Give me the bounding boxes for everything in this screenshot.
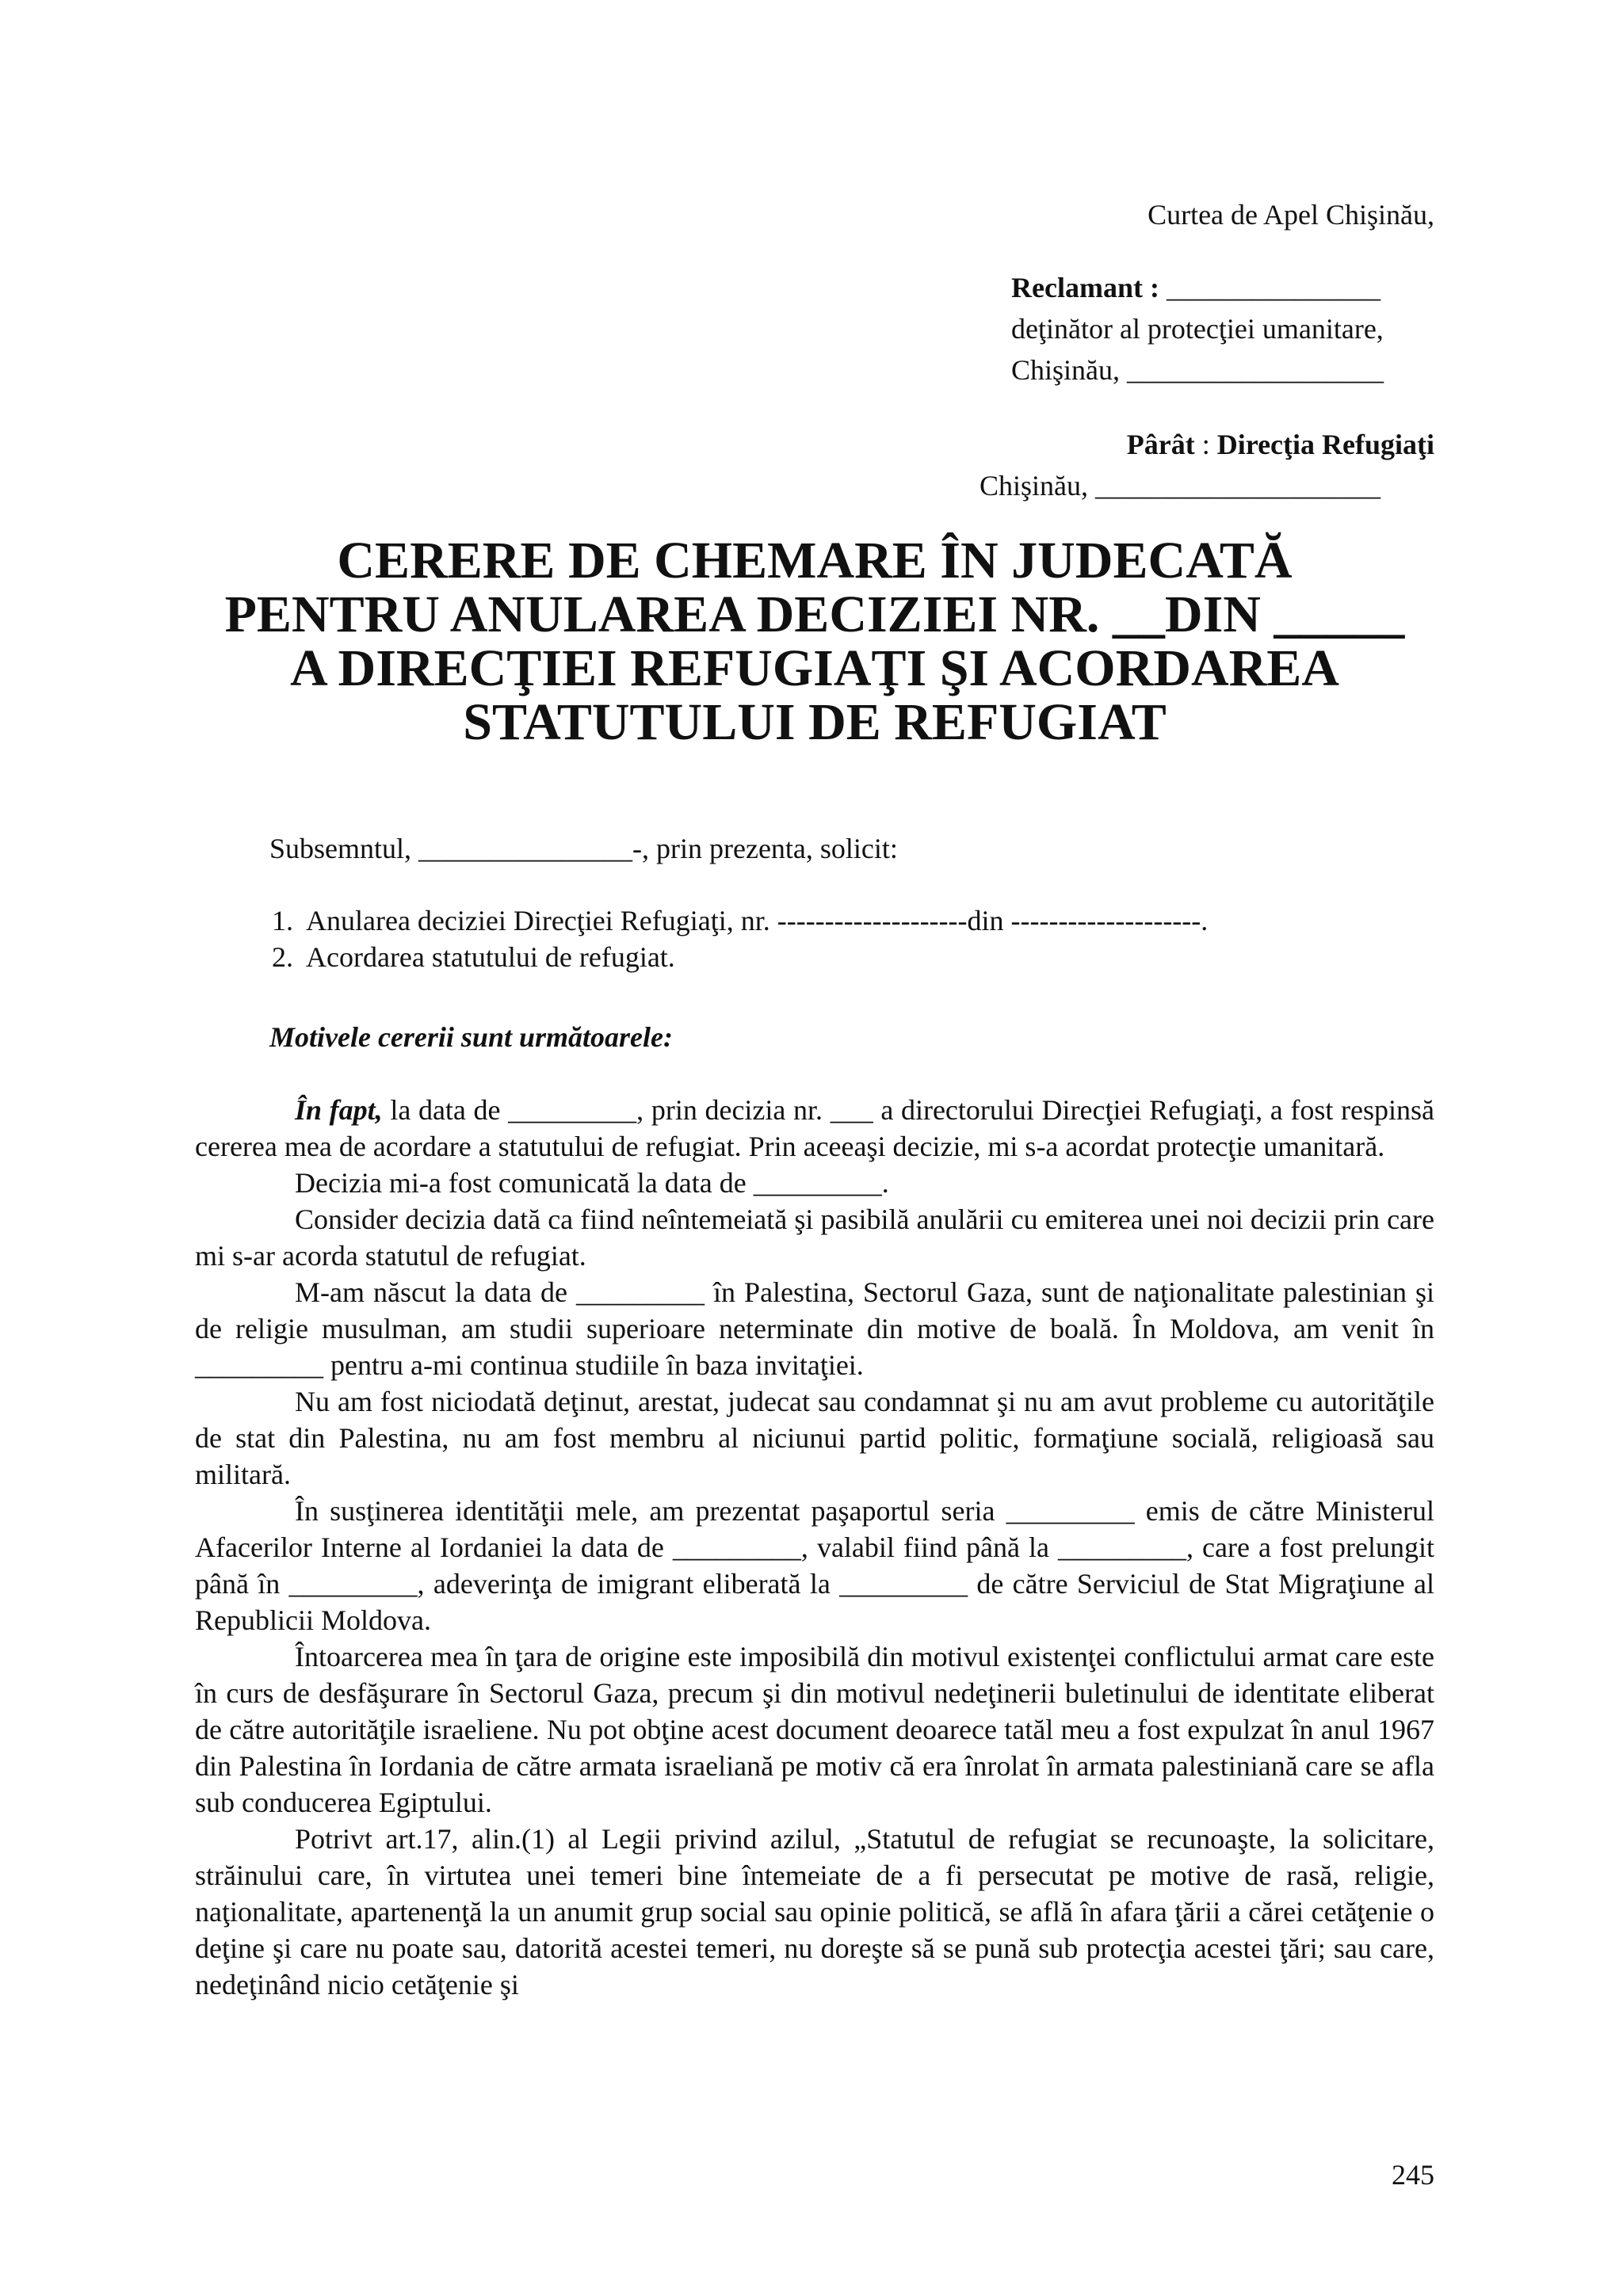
plaintiff-blank: _______________: [1166, 272, 1381, 303]
defendant-line: [1127, 426, 1434, 463]
paragraph: M-am născut la data de _________ în Palestina, Sectorul Gaza, sunt de naţionalitate palestinian şi de religie musulman, am studii superioare neterminate din motive de boală. În Moldova, am venit în _________ pentru a-mi continua studiile în baza invitaţiei.: [195, 1276, 1434, 1381]
paragraph-text: la data de _________, prin decizia nr. ___ a directorului Direcţiei Refugiaţi, a fost respinsă cererea mea de acordare a statutului de refugiat. Prin aceeaşi decizie, mi s-a acordat protecţie umanitară.: [195, 1094, 1434, 1162]
defendant-city: Chişinău,: [980, 470, 1089, 502]
plaintiff-line: [1011, 269, 1381, 306]
list-item: [238, 902, 1208, 939]
paragraph: În susţinerea identităţii mele, am prezentat paşaportul seria _________ emis de către Ministerul Afacerilor Interne al Iordaniei la data de _________, valabil fiind până la _________, care a fost prelungit până în _________, adeverinţa de imigrant eliberată la _________ de către Serviciul de Stat Migraţiune al Republicii Moldova.: [195, 1495, 1434, 1636]
title-line-4: STATUTULUI DE REFUGIAT: [463, 693, 1167, 751]
document-title: [195, 534, 1434, 749]
defendant-separator: :: [1201, 429, 1210, 460]
request-list: [238, 902, 1208, 975]
intro-line: Subsemntul, _______________-, prin prezenta, solicit:: [269, 833, 898, 864]
list-item-number: 1.: [272, 905, 293, 936]
defendant-city-line: [980, 467, 1381, 504]
defendant-label: Pârât: [1126, 429, 1195, 460]
plaintiff-city-line: [1011, 352, 1384, 388]
paragraph: Nu am fost niciodată deţinut, arestat, judecat sau condamnat şi nu am avut probleme cu autorităţile de stat din Palestina, nu am fost membru al niciunui partid politic, formaţiune socială, religioasă sau militară.: [195, 1386, 1434, 1490]
title-line-2: PENTRU ANULAREA DECIZIEI NR. __DIN _____: [224, 585, 1405, 643]
paragraph: Decizia mi-a fost comunicată la data de _________.: [295, 1167, 889, 1199]
paragraph: Consider decizia dată ca fiind neîntemeiată şi pasibilă anulării cu emiterea unei noi decizii prin care mi s-ar acorda statutul de refugiat.: [195, 1203, 1434, 1272]
paragraph: Potrivt art.17, alin.(1) al Legii privind azilul, „Statutul de refugiat se recunoaşte, la solicitare, străinului care, în virtutea unei temeri bine întemeiate de a fi persecutat pe motive de rasă, religie, naţionalitate, apartenenţă la un anumit grup social sau opinie politică, se află în afara ţării a cărei cetăţenie o deţine şi care nu poate sau, datorită acestei temeri, nu doreşte să se pună sub protecţia acestei ţări; sau care, nedeţinând nicio cetăţenie şi: [195, 1823, 1434, 2000]
list-item-text: Anularea deciziei Direcţiei Refugiaţi, nr. --------------------din --------------------.: [306, 905, 1209, 936]
defendant-name: Direcţia Refugiaţi: [1216, 429, 1434, 460]
plaintiff-city-blank: __________________: [1127, 354, 1384, 386]
title-line-3: A DIRECŢIEI REFUGIAŢI ŞI ACORDAREA: [290, 639, 1339, 697]
list-item-number: 2.: [272, 941, 293, 973]
motives-heading-text: Motivele cererii sunt următoarele:: [269, 1021, 673, 1053]
body-text: [195, 1092, 1434, 2003]
plaintiff-status: deţinător al protecţiei umanitare,: [1011, 313, 1384, 345]
list-item: [238, 939, 1208, 975]
title-line-1: CERERE DE CHEMARE ÎN JUDECATĂ: [337, 532, 1293, 589]
defendant-city-blank: ____________________: [1095, 470, 1381, 502]
plaintiff-label: Reclamant :: [1011, 272, 1159, 303]
list-item-text: Acordarea statutului de refugiat.: [306, 941, 675, 973]
paragraph: [195, 1092, 1434, 1165]
motives-heading: [269, 1019, 673, 1055]
paragraph-lead: În fapt,: [295, 1094, 383, 1126]
paragraph: Întoarcerea mea în ţara de origine este imposibilă din motivul existenţei conflictului armat care este în curs de desfăşurare în Sectorul Gaza, precum şi din motivul nedeţinerii buletinului de identitate eliberat de către autorităţile israeliene. Nu pot obţine acest document deoarece tatăl meu a fost expulzat în anul 1967 din Palestina în Iordania de către armata israeliană pe motiv că era înrolat în armata palestiniană care se afla sub conducerea Egiptului.: [195, 1641, 1434, 1818]
page-number: 245: [1392, 2159, 1434, 2191]
plaintiff-city: Chişinău,: [1011, 354, 1121, 386]
court-name: Curtea de Apel Chişinău,: [1148, 199, 1434, 231]
